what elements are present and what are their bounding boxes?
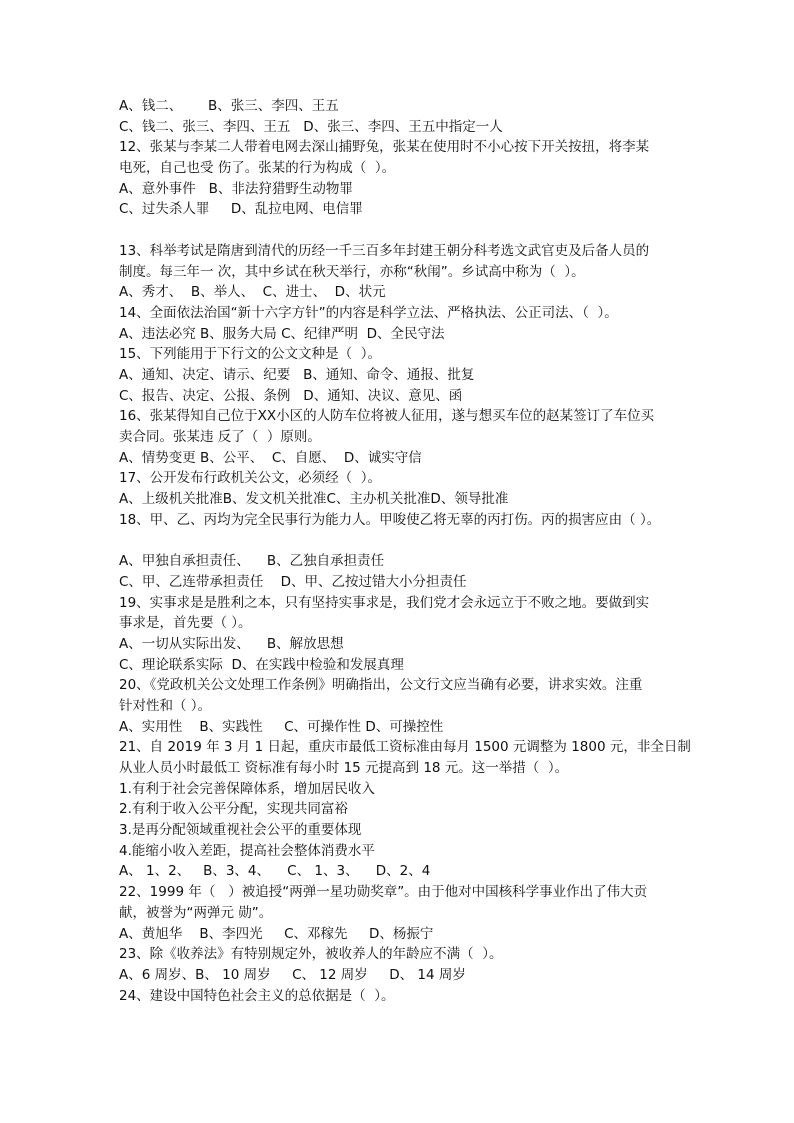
text-line: A、实用性 B、实践性 C、可操作性 D、可操控性: [119, 718, 444, 735]
text-line: 卖合同。张某违 反了（ ）原则。: [119, 429, 321, 445]
text-line: 1.有利于社会完善保障体系，增加居民收入: [119, 780, 375, 797]
text-line: 16、张某得知自己位于XX小区的人防车位将被人征用，遂与想买车位的赵某签订了车位买: [119, 408, 655, 425]
text-line: A、秀才、 B、举人、 C、进士、 D、状元: [119, 284, 386, 301]
text-line: A、钱二、 B、张三、李四、王五: [119, 98, 339, 114]
text-line: A、通知、决定、请示、纪要 B、通知、命令、通报、批复: [119, 366, 475, 383]
text-line: 电死，自己也受 伤了。张某的行为构成（ ）。: [119, 160, 396, 177]
text-line: 19、实事求是是胜利之本，只有坚持实事求是，我们党才会永远立于不败之地。要做到实: [119, 594, 650, 611]
text-line: C、甲、乙连带承担责任 D、甲、乙按过错大小分担责任: [119, 573, 467, 590]
text-line: 献，被誉为“两弹元 勋”。: [119, 904, 273, 921]
text-line: 从业人员小时最低工 资标准有每小时 15 元提高到 18 元。这一举措（ ）。: [119, 760, 569, 776]
text-line: A、违法必究 B、服务大局 C、纪律严明 D、全民守法: [119, 325, 445, 342]
text-line: 4.能缩小收入差距，提高社会整体消费水平: [119, 842, 375, 859]
text-line: A、上级机关批准B、发文机关批准C、主办机关批准D、领导批准: [119, 491, 509, 508]
text-line: C、报告、决定、公报、条例 D、通知、决议、意见、函: [119, 387, 463, 404]
text-line: C、理论联系实际 D、在实践中检验和发展真理: [119, 656, 404, 673]
text-line: A、6 周岁、B、 10 周岁 C、 12 周岁 D、 14 周岁: [119, 966, 466, 983]
text-line: 12、张某与李某二人带着电网去深山捕野兔，张某在使用时不小心按下开关按扭，将李某: [119, 139, 650, 156]
text-line: A、意外事件 B、非法狩猎野生动物罪: [119, 180, 353, 197]
text-line: 22、1999 年（ ）被追授“两弹一星功勋奖章”。由于他对中国核科学事业作出了伟大贡: [119, 884, 648, 901]
text-line: A、 1、2、 B、3、4、 C、 1、3、 D、2、4: [119, 863, 431, 880]
text-line: 18、甲、乙、丙均为完全民事行为能力人。甲唆使乙将无辜的丙打伤。丙的损害应由（ ）。: [119, 511, 661, 528]
text-line: C、过失杀人罪 D、乱拉电网、电信罪: [119, 201, 363, 218]
text-line: 17、公开发布行政机关公文，必须经（ ）。: [119, 470, 382, 487]
blank-line: [119, 530, 679, 551]
text-line: 13、科举考试是隋唐到清代的历经一千三百多年封建王朝分科考选文武官吏及后备人员的: [119, 242, 650, 259]
blank-line: [119, 220, 679, 241]
text-line: 事求是，首先要（ ）。: [119, 615, 252, 632]
text-line: 2.有利于收入公平分配，实现共同富裕: [119, 801, 348, 818]
text-line: 23、除《收养法》有特别规定外，被收养人的年龄应不满（ ）。: [119, 946, 503, 963]
text-line: A、一切从实际出发、 B、解放思想: [119, 635, 344, 652]
text-line: 14、全面依法治国“新十六字方针”的内容是科学立法、严格执法、公正司法、（ ）。: [119, 304, 618, 321]
text-line: C、钱二、张三、李四、王五 D、张三、李四、王五中指定一人: [119, 118, 503, 135]
text-line: 3.是再分配领域重视社会公平的重要体现: [119, 822, 362, 839]
text-line: 21、自 2019 年 3 月 1 日起，重庆市最低工资标准由每月 1500 元调整为 1800 元，非全日制: [119, 739, 691, 756]
text-line: A、黄旭华 B、李四光 C、邓稼先 D、杨振宁: [119, 925, 434, 942]
document-body: [119, 96, 691, 1006]
text-line: 24、建设中国特色社会主义的总依据是（ ）。: [119, 987, 395, 1004]
text-line: 20、《党政机关公文处理工作条例》明确指出，公文行文应当确有必要，讲求实效。注重: [119, 677, 643, 694]
text-line: A、甲独自承担责任、 B、乙独自承担责任: [119, 553, 385, 570]
text-line: 制度。每三年一 次，其中乡试在秋天举行，亦称“秋闱”。乡试高中称为（ ）。: [119, 263, 585, 280]
text-line: A、情势变更 B、公平、 C、自愿、 D、诚实守信: [119, 449, 422, 466]
text-line: 针对性和（ ）。: [119, 697, 212, 714]
text-line: 15、下列能用于下行文的公文文种是（ ）。: [119, 346, 382, 363]
